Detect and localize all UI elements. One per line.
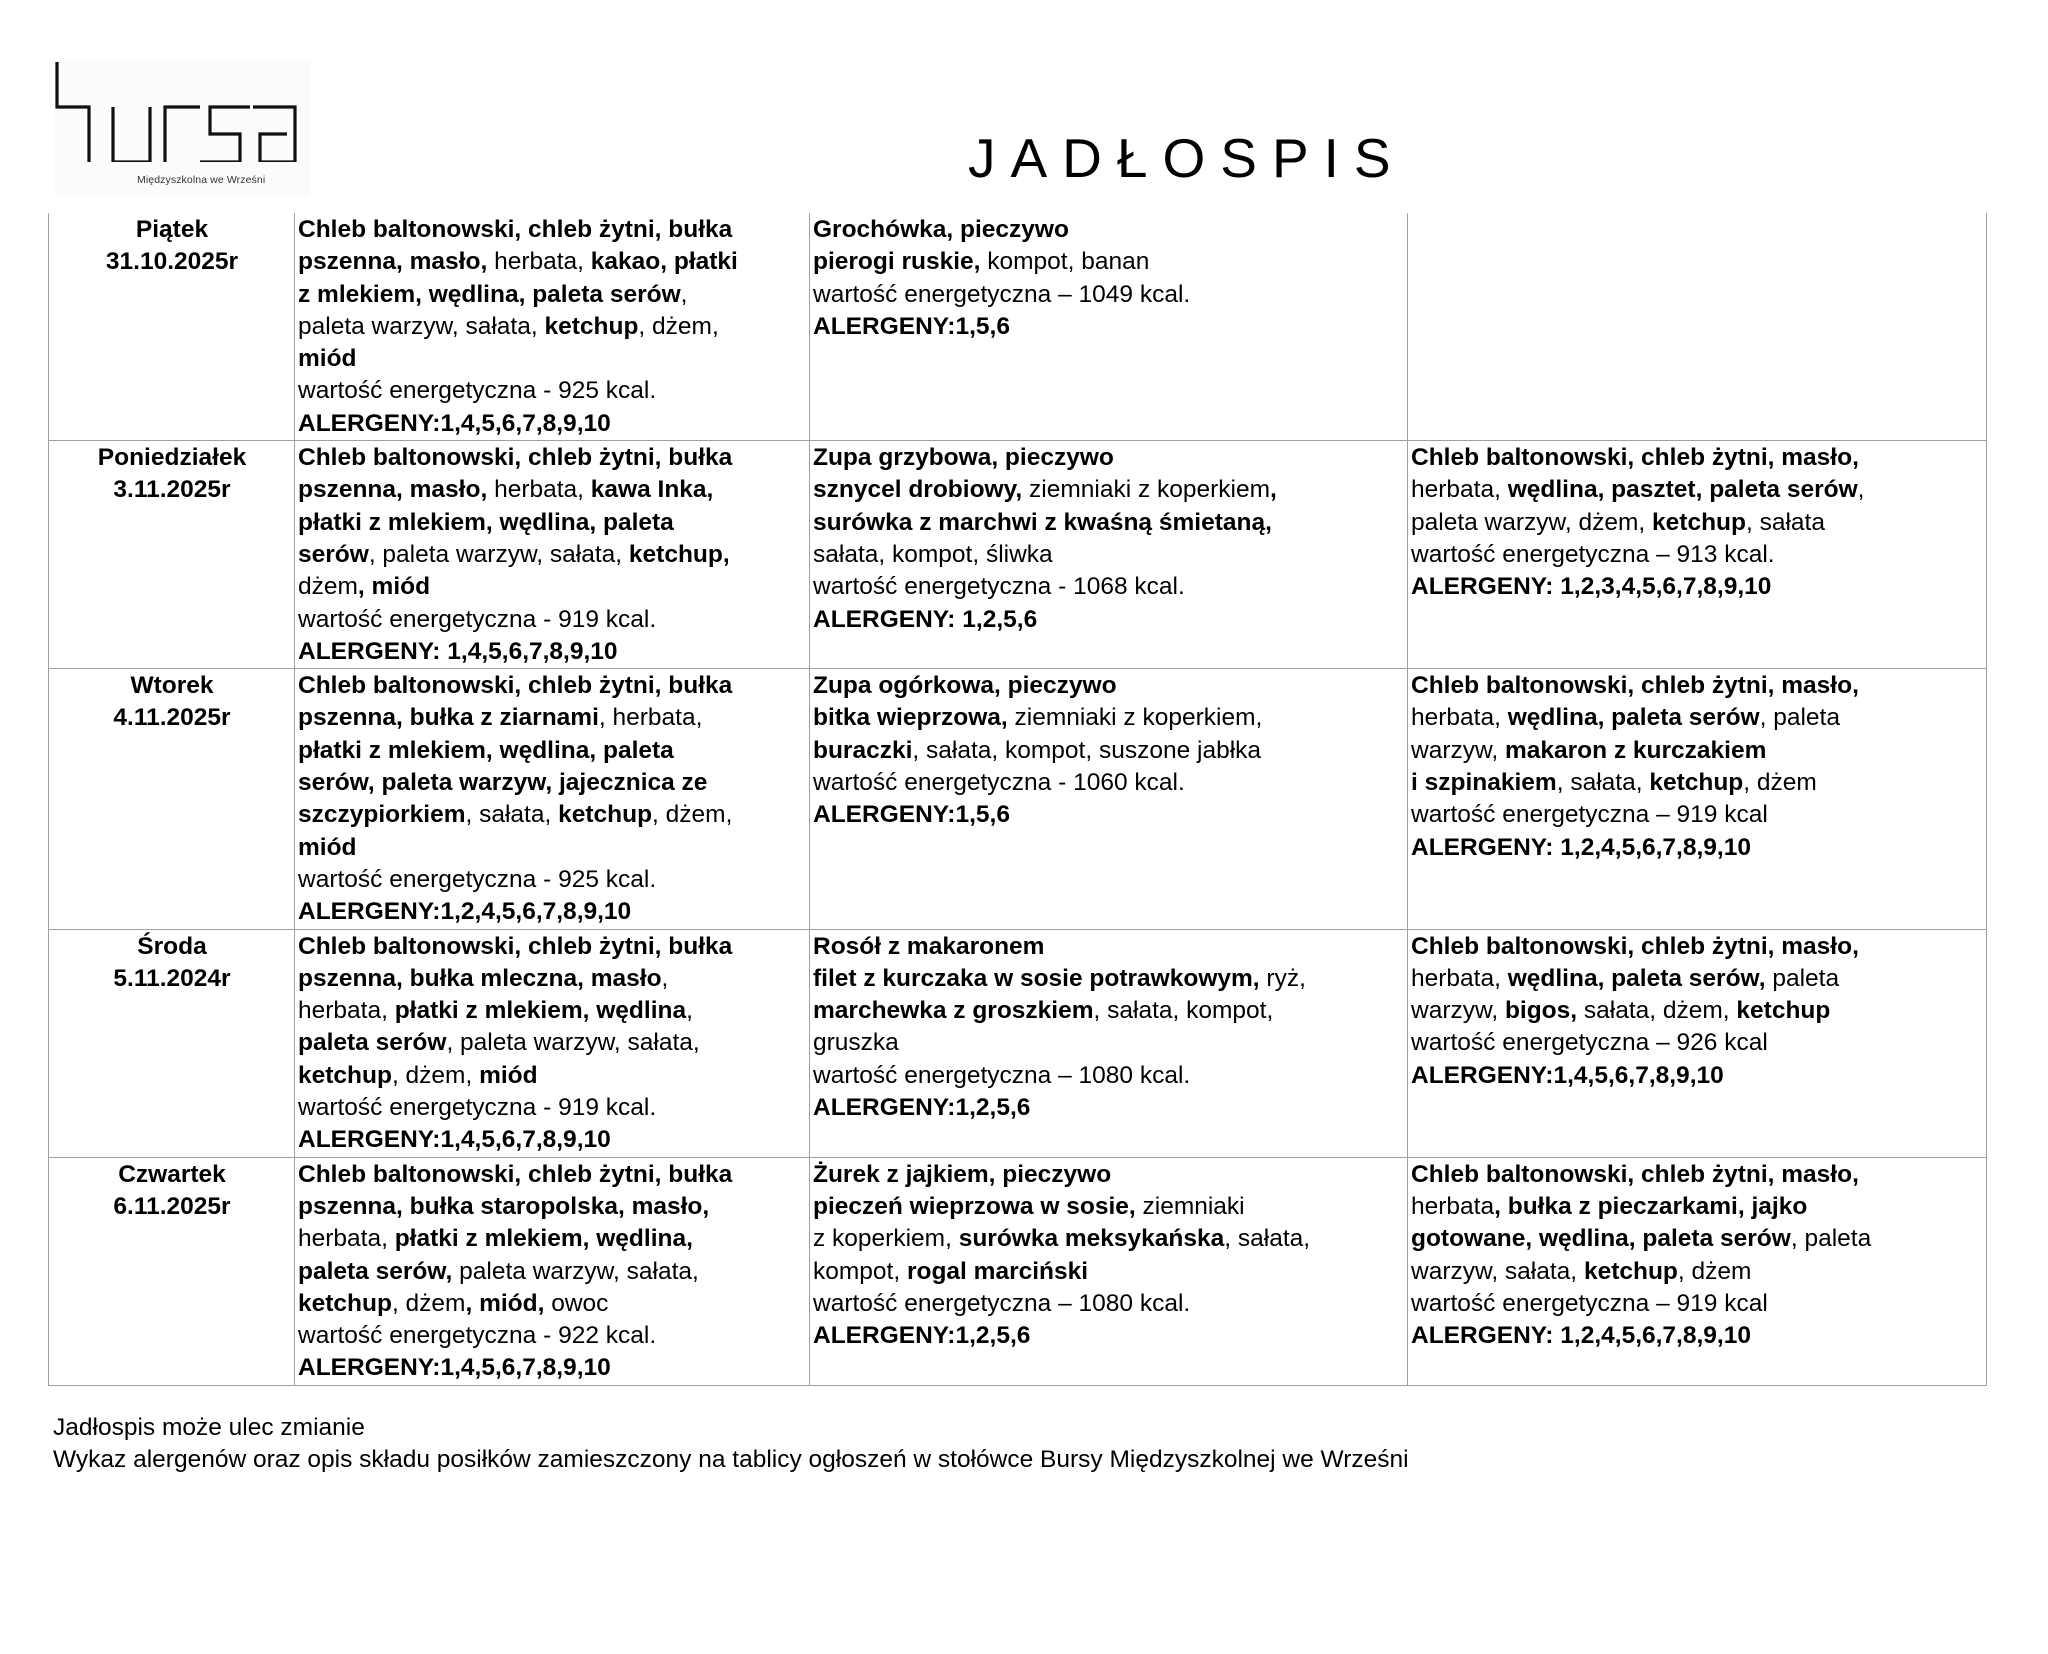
breakfast-line bbox=[298, 1092, 807, 1124]
menu-row bbox=[49, 669, 1987, 929]
dinner-line bbox=[1411, 963, 1984, 995]
logo-subtitle: Międzyszkolna we Wrześni bbox=[137, 174, 266, 186]
dinner-cell bbox=[1408, 669, 1987, 929]
bold-text: Chleb baltonowski, chleb żytni, masło, bbox=[1411, 932, 1859, 960]
lunch-cell bbox=[810, 1157, 1408, 1385]
lunch-line bbox=[813, 214, 1405, 246]
regular-text: herbata, bbox=[487, 248, 591, 276]
bold-text: ketchup bbox=[298, 1061, 392, 1089]
bold-text: ALERGENY:1,4,5,6,7,8,9,10 bbox=[298, 1126, 611, 1154]
logo-letter-b bbox=[57, 62, 89, 162]
bold-text: Zupa grzybowa, pieczywo bbox=[813, 444, 1114, 472]
bold-text: ALERGENY: 1,2,5,6 bbox=[813, 605, 1038, 633]
breakfast-line bbox=[298, 442, 807, 474]
regular-text: wartość energetyczna – 919 kcal bbox=[1411, 801, 1768, 829]
lunch-line bbox=[813, 702, 1405, 734]
breakfast-line bbox=[298, 474, 807, 506]
dinner-line bbox=[1411, 1027, 1984, 1059]
regular-text: dżem bbox=[298, 573, 358, 601]
breakfast-line bbox=[298, 279, 807, 311]
regular-text: ziemniaki z koperkiem bbox=[1022, 476, 1271, 504]
bold-text: miód bbox=[298, 833, 357, 861]
bold-text: pszenna, masło, bbox=[298, 476, 488, 504]
regular-text: warzyw, bbox=[1411, 997, 1505, 1025]
regular-text: , paleta warzyw, sałata, bbox=[368, 540, 629, 568]
bold-text: Chleb baltonowski, chleb żytni, bułka bbox=[298, 444, 733, 472]
bold-text: Rosół z makaronem bbox=[813, 932, 1045, 960]
dinner-line bbox=[1411, 474, 1984, 506]
regular-text: paleta warzyw, dżem, bbox=[1411, 508, 1653, 536]
bold-text: miód bbox=[298, 345, 357, 373]
regular-text: ziemniaki bbox=[1135, 1192, 1245, 1220]
bold-text: , miód bbox=[357, 573, 431, 601]
bursa-logo-mark bbox=[55, 62, 310, 162]
bold-text: kawa Inka, bbox=[590, 476, 714, 504]
lunch-line bbox=[813, 799, 1405, 831]
regular-text: , dżem bbox=[391, 1289, 466, 1317]
breakfast-line bbox=[298, 571, 807, 603]
regular-text: wartość energetyczna - 919 kcal. bbox=[298, 1094, 657, 1122]
breakfast-cell bbox=[295, 213, 810, 441]
lunch-line bbox=[813, 1191, 1405, 1223]
lunch-line bbox=[813, 604, 1405, 636]
breakfast-line bbox=[298, 539, 807, 571]
dinner-line bbox=[1411, 767, 1984, 799]
dinner-line bbox=[1411, 507, 1984, 539]
regular-text: warzyw, bbox=[1411, 736, 1505, 764]
regular-text: wartość energetyczna – 919 kcal bbox=[1411, 1289, 1768, 1317]
bold-text: pierogi ruskie, bbox=[813, 248, 981, 276]
breakfast-line bbox=[298, 1320, 807, 1352]
regular-text: , sałata, bbox=[465, 801, 559, 829]
lunch-cell bbox=[810, 213, 1408, 441]
breakfast-line bbox=[298, 995, 807, 1027]
day-date: 4.11.2025r bbox=[113, 704, 231, 732]
breakfast-line bbox=[298, 963, 807, 995]
breakfast-line bbox=[298, 1191, 807, 1223]
regular-text: wartość energetyczna - 925 kcal. bbox=[298, 377, 657, 405]
lunch-line bbox=[813, 311, 1405, 343]
lunch-line bbox=[813, 767, 1405, 799]
bold-text: pszenna, bułka z ziarnami bbox=[298, 704, 599, 732]
bold-text: ketchup bbox=[1652, 508, 1746, 536]
breakfast-line bbox=[298, 1060, 807, 1092]
breakfast-line bbox=[298, 1352, 807, 1384]
day-cell bbox=[49, 929, 295, 1157]
bold-text: wędlina, paleta serów bbox=[1507, 704, 1760, 732]
breakfast-line bbox=[298, 896, 807, 928]
breakfast-line bbox=[298, 1124, 807, 1156]
dinner-line bbox=[1411, 670, 1984, 702]
dinner-line bbox=[1411, 1191, 1984, 1223]
regular-text: wartość energetyczna – 1080 kcal. bbox=[813, 1061, 1191, 1089]
regular-text: wartość energetyczna - 919 kcal. bbox=[298, 605, 657, 633]
bold-text: ketchup bbox=[1736, 997, 1831, 1025]
regular-text: paleta warzyw, sałata, bbox=[298, 312, 545, 340]
regular-text: wartość energetyczna – 1080 kcal. bbox=[813, 1289, 1191, 1317]
bold-text: Chleb baltonowski, chleb żytni, bułka bbox=[298, 932, 733, 960]
bold-text: ALERGENY:1,5,6 bbox=[813, 312, 1010, 340]
menu-row bbox=[49, 1157, 1987, 1385]
bold-text: Chleb baltonowski, chleb żytni, masło, bbox=[1411, 672, 1859, 700]
breakfast-line bbox=[298, 343, 807, 375]
bold-text: ALERGENY:1,4,5,6,7,8,9,10 bbox=[1411, 1061, 1724, 1089]
regular-text: , sałata bbox=[1745, 508, 1825, 536]
day-date: 31.10.2025r bbox=[105, 248, 239, 276]
dinner-line bbox=[1411, 799, 1984, 831]
lunch-line bbox=[813, 1060, 1405, 1092]
bold-text: ketchup bbox=[558, 801, 653, 829]
regular-text: , dżem, bbox=[391, 1061, 480, 1089]
regular-text: sałata, dżem, bbox=[1577, 997, 1737, 1025]
bold-text: Chleb baltonowski, chleb żytni, masło, bbox=[1411, 444, 1859, 472]
regular-text: herbata, bbox=[487, 476, 591, 504]
lunch-line bbox=[813, 279, 1405, 311]
breakfast-cell bbox=[295, 669, 810, 929]
bold-text: buraczki bbox=[813, 736, 913, 764]
bold-text: filet z kurczaka w sosie potrawkowym, bbox=[813, 964, 1260, 992]
regular-text: , sałata, kompot, bbox=[1093, 997, 1274, 1025]
regular-text: warzyw, sałata, bbox=[1411, 1257, 1584, 1285]
bold-text: ketchup bbox=[1649, 769, 1744, 797]
regular-text: herbata bbox=[1411, 1192, 1495, 1220]
breakfast-cell bbox=[295, 929, 810, 1157]
dinner-cell bbox=[1408, 1157, 1987, 1385]
breakfast-line bbox=[298, 1027, 807, 1059]
breakfast-line bbox=[298, 1288, 807, 1320]
lunch-line bbox=[813, 1288, 1405, 1320]
breakfast-line bbox=[298, 246, 807, 278]
bold-text: , miód, bbox=[465, 1289, 545, 1317]
bold-text: ALERGENY:1,5,6 bbox=[813, 801, 1010, 829]
bursa-logo bbox=[55, 62, 310, 197]
breakfast-line bbox=[298, 702, 807, 734]
bold-text: wędlina, paleta serów, bbox=[1507, 964, 1766, 992]
bold-text: Zupa ogórkowa, pieczywo bbox=[813, 672, 1117, 700]
regular-text: , bbox=[686, 997, 693, 1025]
footer-note-allergens: Wykaz alergenów oraz opis składu posiłków zamieszczony na tablicy ogłoszeń w stołówce Bursy Międzyszkolnej we Wrześni bbox=[53, 1446, 1409, 1473]
breakfast-line bbox=[298, 670, 807, 702]
breakfast-line bbox=[298, 1256, 807, 1288]
bold-text: paleta serów, bbox=[298, 1257, 453, 1285]
regular-text: wartość energetyczna - 1068 kcal. bbox=[813, 573, 1185, 601]
dinner-cell bbox=[1408, 929, 1987, 1157]
dinner-line bbox=[1411, 1320, 1984, 1352]
day-name: Czwartek bbox=[118, 1160, 226, 1188]
regular-text: z koperkiem, bbox=[813, 1225, 959, 1253]
lunch-line bbox=[813, 507, 1405, 539]
bold-text: wędlina, pasztet, paleta serów bbox=[1507, 476, 1858, 504]
day-date: 6.11.2025r bbox=[113, 1192, 231, 1220]
logo-letter-s bbox=[200, 107, 250, 162]
breakfast-line bbox=[298, 864, 807, 896]
regular-text: , sałata, bbox=[1556, 769, 1650, 797]
bold-text: ketchup bbox=[544, 312, 639, 340]
menu-table-body bbox=[49, 213, 1987, 1385]
breakfast-line bbox=[298, 311, 807, 343]
regular-text: owoc bbox=[544, 1289, 609, 1317]
regular-text: wartość energetyczna – 926 kcal bbox=[1411, 1029, 1768, 1057]
bold-text: ketchup bbox=[298, 1289, 392, 1317]
lunch-cell bbox=[810, 441, 1408, 669]
dinner-line bbox=[1411, 442, 1984, 474]
breakfast-cell bbox=[295, 441, 810, 669]
breakfast-line bbox=[298, 735, 807, 767]
regular-text: kompot, bbox=[813, 1257, 907, 1285]
lunch-line bbox=[813, 442, 1405, 474]
lunch-line bbox=[813, 735, 1405, 767]
regular-text: , paleta bbox=[1759, 704, 1840, 732]
bold-text: Grochówka, pieczywo bbox=[813, 216, 1069, 243]
bold-text: ALERGENY: 1,2,4,5,6,7,8,9,10 bbox=[1411, 1322, 1751, 1350]
regular-text: herbata, bbox=[298, 997, 395, 1025]
menu-row bbox=[49, 441, 1987, 669]
menu-row bbox=[49, 929, 1987, 1157]
regular-text: , bbox=[1857, 476, 1865, 504]
breakfast-line bbox=[298, 214, 807, 246]
breakfast-line bbox=[298, 408, 807, 440]
bold-text: rogal marciński bbox=[906, 1257, 1089, 1285]
breakfast-line bbox=[298, 931, 807, 963]
bold-text: Chleb baltonowski, chleb żytni, bułka bbox=[298, 1160, 733, 1188]
bold-text: ALERGENY:1,4,5,6,7,8,9,10 bbox=[298, 409, 611, 437]
lunch-line bbox=[813, 963, 1405, 995]
day-name: Środa bbox=[137, 932, 207, 960]
breakfast-cell bbox=[295, 1157, 810, 1385]
logo-letter-r bbox=[165, 107, 200, 162]
regular-text: sałata, kompot, śliwka bbox=[813, 540, 1053, 568]
bold-text: bigos, bbox=[1504, 997, 1578, 1025]
footer-note-change: Jadłospis może ulec zmianie bbox=[53, 1414, 365, 1441]
regular-text: , bbox=[661, 964, 669, 992]
day-name: Wtorek bbox=[130, 672, 214, 700]
regular-text: kompot, banan bbox=[980, 248, 1150, 276]
bold-text: pszenna, bułka mleczna, masło bbox=[298, 964, 662, 992]
breakfast-line bbox=[298, 1223, 807, 1255]
dinner-line bbox=[1411, 931, 1984, 963]
bold-text: paleta serów bbox=[298, 1029, 447, 1057]
dinner-line bbox=[1411, 995, 1984, 1027]
regular-text: herbata, bbox=[1411, 476, 1508, 504]
bold-text: miód bbox=[479, 1061, 538, 1089]
lunch-line bbox=[813, 1027, 1405, 1059]
day-cell bbox=[49, 1157, 295, 1385]
day-name: Poniedziałek bbox=[97, 444, 247, 472]
dinner-line bbox=[1411, 1223, 1984, 1255]
bold-text: ketchup bbox=[1583, 1257, 1678, 1285]
day-cell bbox=[49, 213, 295, 441]
regular-text: , sałata, kompot, suszone jabłka bbox=[912, 736, 1262, 764]
bold-text: bitka wieprzowa, bbox=[813, 704, 1008, 732]
logo-letter-a bbox=[253, 107, 295, 162]
lunch-line bbox=[813, 571, 1405, 603]
breakfast-line bbox=[298, 375, 807, 407]
bold-text: Żurek z jajkiem, pieczywo bbox=[813, 1160, 1112, 1188]
dinner-line bbox=[1411, 735, 1984, 767]
dinner-line bbox=[1411, 1159, 1984, 1191]
footer-notes bbox=[53, 1412, 1409, 1476]
breakfast-line bbox=[298, 636, 807, 668]
day-cell bbox=[49, 441, 295, 669]
regular-text: , herbata, bbox=[598, 704, 703, 732]
regular-text: , sałata, bbox=[1224, 1225, 1311, 1253]
bold-text: ketchup, bbox=[628, 540, 730, 568]
lunch-line bbox=[813, 474, 1405, 506]
bold-text: pszenna, bułka staropolska, masło, bbox=[298, 1192, 710, 1220]
lunch-line bbox=[813, 246, 1405, 278]
regular-text: ziemniaki z koperkiem, bbox=[1007, 704, 1263, 732]
day-date: 3.11.2025r bbox=[113, 476, 231, 504]
regular-text: herbata, bbox=[298, 1225, 395, 1253]
regular-text: herbata, bbox=[1411, 964, 1508, 992]
day-cell bbox=[49, 669, 295, 929]
bold-text: surówka meksykańska bbox=[958, 1225, 1225, 1253]
regular-text: wartość energetyczna - 922 kcal. bbox=[298, 1322, 657, 1350]
regular-text: , dżem bbox=[1677, 1257, 1752, 1285]
bold-text: serów bbox=[298, 540, 369, 568]
day-name: Piątek bbox=[135, 216, 209, 243]
lunch-line bbox=[813, 1320, 1405, 1352]
regular-text: wartość energetyczna - 1060 kcal. bbox=[813, 769, 1185, 797]
dinner-line bbox=[1411, 1288, 1984, 1320]
breakfast-line bbox=[298, 832, 807, 864]
lunch-line bbox=[813, 539, 1405, 571]
bold-text: i szpinakiem bbox=[1411, 769, 1557, 797]
regular-text: , dżem, bbox=[638, 312, 719, 340]
dinner-line bbox=[1411, 832, 1984, 864]
bold-text: ALERGENY: 1,2,4,5,6,7,8,9,10 bbox=[1411, 833, 1751, 861]
bold-text: płatki z mlekiem, wędlina bbox=[394, 997, 687, 1025]
bold-text: surówka z marchwi z kwaśną śmietaną, bbox=[813, 508, 1272, 536]
bold-text: płatki z mlekiem, wędlina, paleta bbox=[298, 736, 674, 764]
bold-text: ALERGENY:1,4,5,6,7,8,9,10 bbox=[298, 1354, 611, 1382]
lunch-line bbox=[813, 1159, 1405, 1191]
bold-text: Chleb baltonowski, chleb żytni, bułka bbox=[298, 216, 733, 243]
bold-text: płatki z mlekiem, wędlina, paleta bbox=[298, 508, 674, 536]
regular-text: , dżem bbox=[1743, 769, 1817, 797]
regular-text: , bbox=[680, 280, 688, 308]
dinner-line bbox=[1411, 702, 1984, 734]
regular-text: wartość energetyczna – 1049 kcal. bbox=[813, 280, 1191, 308]
regular-text: wartość energetyczna – 913 kcal. bbox=[1411, 540, 1775, 568]
regular-text: , paleta bbox=[1790, 1225, 1872, 1253]
bold-text: płatki z mlekiem, wędlina, bbox=[394, 1225, 693, 1253]
lunch-line bbox=[813, 1223, 1405, 1255]
lunch-line bbox=[813, 995, 1405, 1027]
bold-text: kakao, płatki bbox=[590, 248, 738, 276]
menu-table bbox=[48, 213, 1987, 1386]
breakfast-line bbox=[298, 604, 807, 636]
breakfast-line bbox=[298, 767, 807, 799]
lunch-line bbox=[813, 931, 1405, 963]
bold-text: pieczeń wieprzowa w sosie, bbox=[813, 1192, 1136, 1220]
bold-text: gotowane, wędlina, paleta serów bbox=[1411, 1225, 1791, 1253]
bold-text: ALERGENY:1,2,5,6 bbox=[813, 1322, 1031, 1350]
bold-text: , bbox=[1270, 476, 1277, 504]
regular-text: gruszka bbox=[813, 1029, 899, 1057]
bold-text: ALERGENY: 1,2,3,4,5,6,7,8,9,10 bbox=[1411, 573, 1772, 601]
breakfast-line bbox=[298, 1159, 807, 1191]
regular-text: paleta bbox=[1765, 964, 1840, 992]
regular-text: herbata, bbox=[1411, 704, 1508, 732]
dinner-line bbox=[1411, 1060, 1984, 1092]
page-title: JADŁOSPIS bbox=[968, 127, 1406, 189]
menu-row bbox=[49, 213, 1987, 441]
bold-text: serów, paleta warzyw, jajecznica ze bbox=[298, 769, 708, 797]
regular-text: paleta warzyw, sałata, bbox=[452, 1257, 699, 1285]
bold-text: sznycel drobiowy, bbox=[813, 476, 1023, 504]
dinner-line bbox=[1411, 571, 1984, 603]
day-date: 5.11.2024r bbox=[113, 964, 231, 992]
bold-text: marchewka z groszkiem bbox=[813, 997, 1094, 1025]
bold-text: z mlekiem, wędlina, paleta serów bbox=[298, 280, 681, 308]
dinner-line bbox=[1411, 539, 1984, 571]
regular-text: , dżem, bbox=[652, 801, 733, 829]
lunch-cell bbox=[810, 929, 1408, 1157]
lunch-cell bbox=[810, 669, 1408, 929]
bold-text: ALERGENY:1,2,5,6 bbox=[813, 1094, 1031, 1122]
breakfast-line bbox=[298, 507, 807, 539]
dinner-line bbox=[1411, 1256, 1984, 1288]
breakfast-line bbox=[298, 799, 807, 831]
bold-text: ALERGENY: 1,4,5,6,7,8,9,10 bbox=[298, 637, 618, 665]
bold-text: , bułka z pieczarkami, jajko bbox=[1494, 1192, 1808, 1220]
bold-text: szczypiorkiem bbox=[298, 801, 466, 829]
bold-text: pszenna, masło, bbox=[298, 248, 488, 276]
regular-text: , paleta warzyw, sałata, bbox=[446, 1029, 700, 1057]
logo-letter-u bbox=[113, 107, 150, 162]
lunch-line bbox=[813, 1092, 1405, 1124]
regular-text: ryż, bbox=[1259, 964, 1306, 992]
dinner-cell bbox=[1408, 213, 1987, 441]
bold-text: ALERGENY:1,2,4,5,6,7,8,9,10 bbox=[298, 898, 632, 926]
regular-text: wartość energetyczna - 925 kcal. bbox=[298, 865, 657, 893]
bold-text: Chleb baltonowski, chleb żytni, bułka bbox=[298, 672, 733, 700]
dinner-cell bbox=[1408, 441, 1987, 669]
lunch-line bbox=[813, 1256, 1405, 1288]
bold-text: makaron z kurczakiem bbox=[1504, 736, 1767, 764]
lunch-line bbox=[813, 670, 1405, 702]
bold-text: Chleb baltonowski, chleb żytni, masło, bbox=[1411, 1160, 1859, 1188]
